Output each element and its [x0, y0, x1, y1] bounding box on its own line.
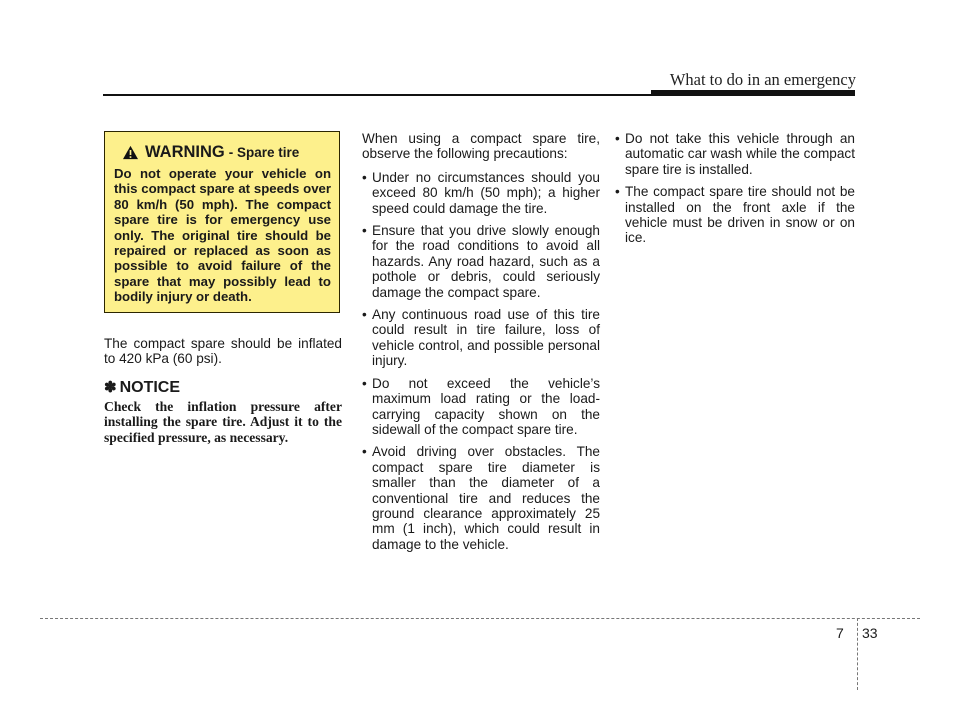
list-item: • Under no circumstances should you exceed 80 km/h (50 mph); a higher speed could damage the tire. [362, 169, 600, 216]
warning-title: WARNING [145, 143, 225, 161]
footer-divider [857, 618, 858, 690]
header-tab-bar [651, 90, 855, 96]
notice-title: NOTICE [119, 379, 181, 397]
precautions-intro: When using a compact spare tire, observe the following precautions: [362, 131, 600, 162]
warning-box [104, 131, 340, 313]
warning-triangle-icon [122, 145, 139, 160]
list-item: • Avoid driving over obstacles. The compact spare tire diameter is smaller than the diameter of a conventional tire and reduces the ground clearance approximately 25 mm (1 inch), which could result in damage to the vehicle. [362, 444, 600, 552]
list-item: • Any continuous road use of this tire could result in tire failure, loss of vehicle control, and possible personal injury. [362, 307, 600, 369]
page-number: 33 [862, 625, 878, 641]
precautions-list-continued [615, 131, 855, 246]
chapter-title: What to do in an emergency [669, 70, 856, 89]
list-item: • Do not exceed the vehicle’s maximum load rating or the load-carrying capacity shown on the sidewall of the compact spare tire. [362, 375, 600, 437]
list-item: • Do not take this vehicle through an automatic car wash while the compact spare tire is installed. [615, 131, 855, 177]
right-column [615, 131, 855, 253]
inflation-text: The compact spare should be inflated to 420 kPa (60 psi). [104, 335, 342, 367]
chapter-number: 7 [836, 625, 844, 641]
precautions-list [362, 170, 600, 552]
footer-rule [40, 618, 920, 619]
notice-asterisk-icon: ✽ [104, 379, 117, 397]
middle-column [362, 131, 600, 559]
warning-subtitle: - Spare tire [228, 145, 300, 160]
warning-header [122, 144, 331, 161]
warning-body: Do not operate your vehicle on this compact spare at speeds over 80 km/h (50 mph). The compact spare tire is for emergency use only. The original tire should be repaired or replaced as soon as possible to avoid failure of the spare that may possibly lead to bodily injury or death. [114, 166, 331, 305]
left-column [104, 131, 342, 446]
list-item: • The compact spare tire should not be installed on the front axle if the vehicle must be driven in snow or on ice. [615, 184, 855, 246]
notice-body: Check the inflation pressure after installing the spare tire. Adjust it to the specified pressure, as necessary. [104, 398, 342, 446]
list-item: • Ensure that you drive slowly enough for the road conditions to avoid all hazards. Any road hazard, such as a pothole or debris, could seriously damage the compact spare. [362, 223, 600, 300]
notice-heading [104, 380, 342, 395]
